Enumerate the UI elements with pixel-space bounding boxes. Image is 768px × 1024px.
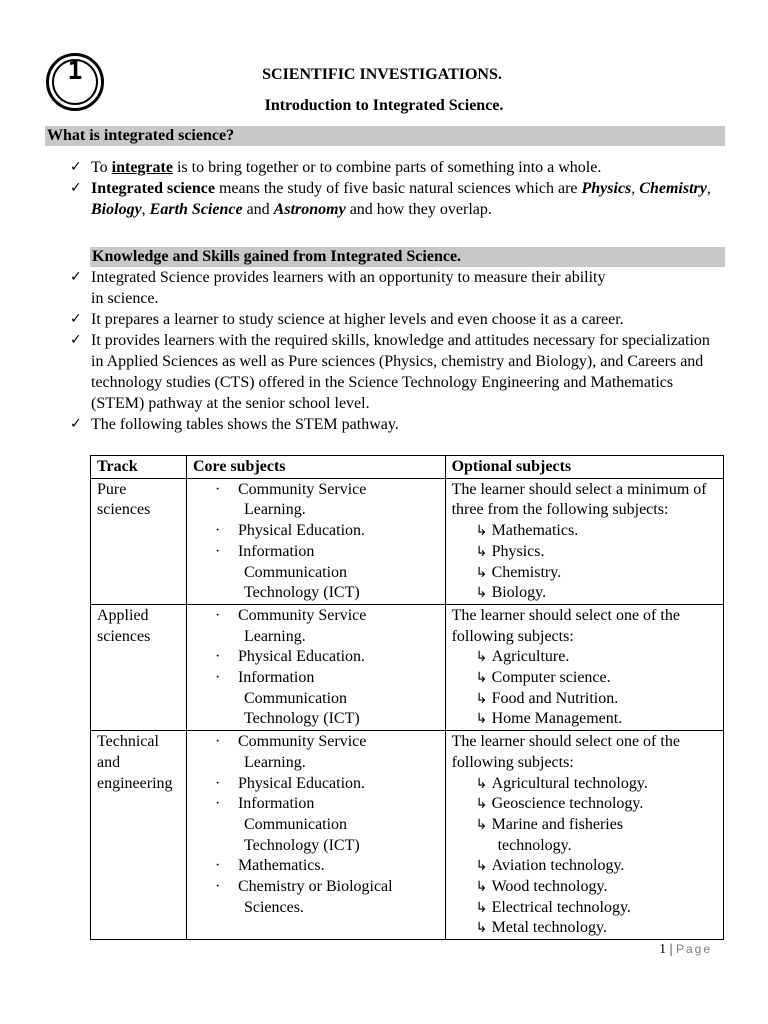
page-title: SCIENTIFIC INVESTIGATIONS.	[262, 66, 502, 83]
page-number: 1	[659, 942, 667, 957]
list-item: ✓ It prepares a learner to study science at higher levels and even choose it as a career.	[70, 311, 624, 328]
term-integrate: integrate	[111, 159, 173, 176]
arrow-icon: ↳	[475, 564, 488, 581]
optional-item: ↳ Marine and fisheries technology.	[475, 815, 624, 854]
core-cell	[186, 731, 445, 940]
optional-item: ↳ Electrical technology.	[476, 898, 717, 919]
arrow-icon: ↳	[475, 543, 488, 560]
arrow-icon: ↳	[475, 585, 488, 602]
arrow-icon: ↳	[475, 899, 488, 916]
core-item: · Physical Education.	[214, 648, 366, 666]
table-header-row	[91, 456, 724, 479]
arrow-icon: ↳	[475, 523, 488, 540]
knowledge-list	[70, 267, 720, 435]
list-item: ✓ It provides learners with the required skills, knowledge and attitudes necessary for specialization in Applied Sciences as well as Pure sciences (Physics, chemistry and Biology), and Careers and technology studies (CTS) offered in the Science Technology Engineering and Mathematics (STEM) pathway at the senior school level.	[70, 332, 710, 412]
optional-item: ↳ Computer science.	[476, 668, 717, 689]
arrow-icon: ↳	[475, 711, 488, 728]
definition-list	[70, 157, 720, 220]
optional-item: ↳ Biology.	[476, 583, 717, 604]
arrow-icon: ↳	[475, 649, 488, 666]
page-label: Page	[675, 942, 712, 956]
arrow-icon: ↳	[475, 858, 488, 875]
arrow-icon: ↳	[475, 920, 488, 937]
optional-item: ↳ Home Management.	[476, 709, 717, 730]
optional-cell: The learner should select one of the following subjects: ↳ Agriculture. ↳ Computer science. ↳ Food and Nutrition. ↳ Home Management.	[445, 604, 723, 730]
optional-item: ↳ Metal technology.	[476, 918, 717, 939]
checkmark-icon: ✓	[70, 332, 82, 348]
header-track: Track	[91, 456, 187, 479]
optional-item: ↳ Mathematics.	[476, 521, 717, 542]
table-row	[91, 731, 724, 940]
core-item: · Information Communication Technology (ICT)	[214, 795, 360, 854]
optional-item: ↳ Agriculture.	[476, 647, 717, 668]
list-item: ✓ Integrated Science provides learners with an opportunity to measure their ability in science.	[70, 269, 606, 307]
arrow-icon: ↳	[475, 879, 488, 896]
core-item: · Mathematics.	[214, 857, 325, 875]
checkmark-icon: ✓	[70, 311, 82, 327]
optional-item: ↳ Agricultural technology.	[476, 774, 717, 795]
arrow-icon: ↳	[475, 690, 488, 707]
optional-item: ↳ Chemistry.	[476, 563, 717, 584]
checkmark-icon: ✓	[70, 269, 82, 285]
arrow-icon: ↳	[475, 775, 488, 792]
core-item: · Information Communication Technology (ICT)	[214, 669, 360, 728]
list-item: ✓ Integrated science means the study of five basic natural sciences which are Physics, Chemistry, Biology, Earth Science and Astronomy and how they overlap.	[70, 180, 711, 218]
section-heading-knowledge-skills: Knowledge and Skills gained from Integrated Science.	[90, 247, 725, 267]
header-optional: Optional subjects	[445, 456, 723, 479]
core-item: · Community Service Learning.	[214, 733, 367, 771]
core-item: · Physical Education.	[214, 522, 366, 540]
track-cell: Applied sciences	[91, 604, 187, 730]
core-cell	[186, 478, 445, 604]
optional-item: ↳ Aviation technology.	[476, 856, 717, 877]
table-row	[91, 604, 724, 730]
arrow-icon: ↳	[475, 670, 488, 687]
core-item: · Community Service Learning.	[214, 480, 367, 519]
core-item: · Community Service Learning.	[214, 606, 367, 645]
track-cell: Pure sciences	[91, 478, 187, 604]
page-footer: 1 | Page	[659, 942, 712, 957]
core-item: · Physical Education.	[214, 774, 366, 792]
arrow-icon: ↳	[475, 796, 488, 813]
core-cell	[186, 604, 445, 730]
optional-cell: The learner should select one of the following subjects: ↳ Agricultural technology. ↳ Geoscience technology. ↳ Marine and fisheries technology. ↳ Aviation technology. ↳ Wood technology. ↳ Electrical technology. ↳ Metal technology.	[445, 731, 723, 940]
checkmark-icon: ✓	[70, 159, 82, 175]
optional-item: ↳ Food and Nutrition.	[476, 689, 717, 710]
table-row	[91, 478, 724, 604]
section-heading-integrated-science: What is integrated science?	[45, 126, 725, 146]
term-integrated-science: Integrated science	[91, 180, 215, 197]
checkmark-icon: ✓	[70, 180, 82, 196]
list-item: ✓ The following tables shows the STEM pathway.	[70, 416, 399, 433]
chapter-number: 1	[67, 55, 83, 85]
header-core: Core subjects	[186, 456, 445, 479]
track-cell: Technical and engineering	[91, 731, 187, 940]
core-item: · Chemistry or Biological Sciences.	[214, 878, 393, 916]
optional-cell: The learner should select a minimum of three from the following subjects: ↳ Mathematics. ↳ Physics. ↳ Chemistry. ↳ Biology.	[445, 478, 723, 604]
core-item: · Information Communication Technology (ICT)	[214, 542, 360, 602]
checkmark-icon: ✓	[70, 416, 82, 432]
optional-item: ↳ Physics.	[476, 542, 717, 563]
page-subtitle: Introduction to Integrated Science.	[264, 97, 504, 114]
arrow-icon: ↳	[475, 816, 488, 833]
stem-pathway-table	[90, 455, 724, 940]
optional-item: ↳ Geoscience technology.	[476, 794, 717, 815]
optional-item: ↳ Wood technology.	[476, 877, 717, 898]
list-item: ✓ To integrate is to bring together or to combine parts of something into a whole.	[70, 159, 602, 176]
